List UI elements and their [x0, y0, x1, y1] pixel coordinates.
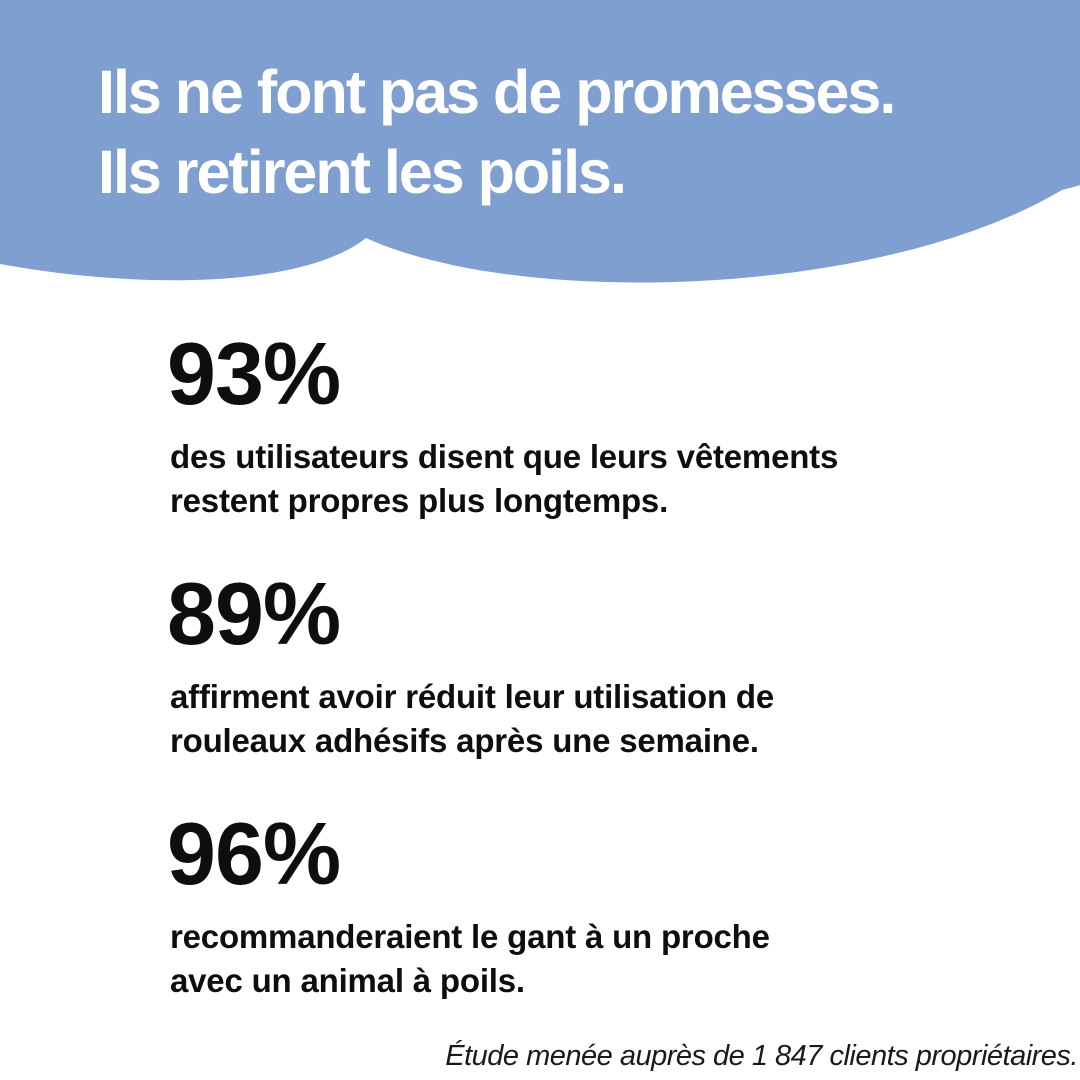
- stat-description-3: [170, 915, 770, 1003]
- stat-description-1: [170, 435, 838, 523]
- stat-value-3: 96%: [167, 804, 341, 903]
- headline-line-1: Ils ne font pas de promesses.: [98, 58, 895, 126]
- headline: [98, 52, 894, 212]
- stat-description-2-line-2: rouleaux adhésifs après une semaine.: [170, 722, 759, 759]
- stat-value-2: 89%: [167, 564, 341, 663]
- stat-description-2: [170, 675, 774, 763]
- stat-value-1: 93%: [167, 324, 341, 423]
- headline-line-2: Ils retirent les poils.: [98, 138, 625, 206]
- stat-description-1-line-1: des utilisateurs disent que leurs vêtements: [170, 438, 839, 475]
- stat-description-3-line-2: avec un animal à poils.: [170, 962, 525, 999]
- study-source-note: Étude menée auprès de 1 847 clients propriétaires.: [445, 1040, 1078, 1072]
- stat-description-2-line-1: affirment avoir réduit leur utilisation de: [170, 678, 775, 715]
- stat-description-3-line-1: recommanderaient le gant à un proche: [170, 918, 770, 955]
- stat-description-1-line-2: restent propres plus longtemps.: [170, 482, 669, 519]
